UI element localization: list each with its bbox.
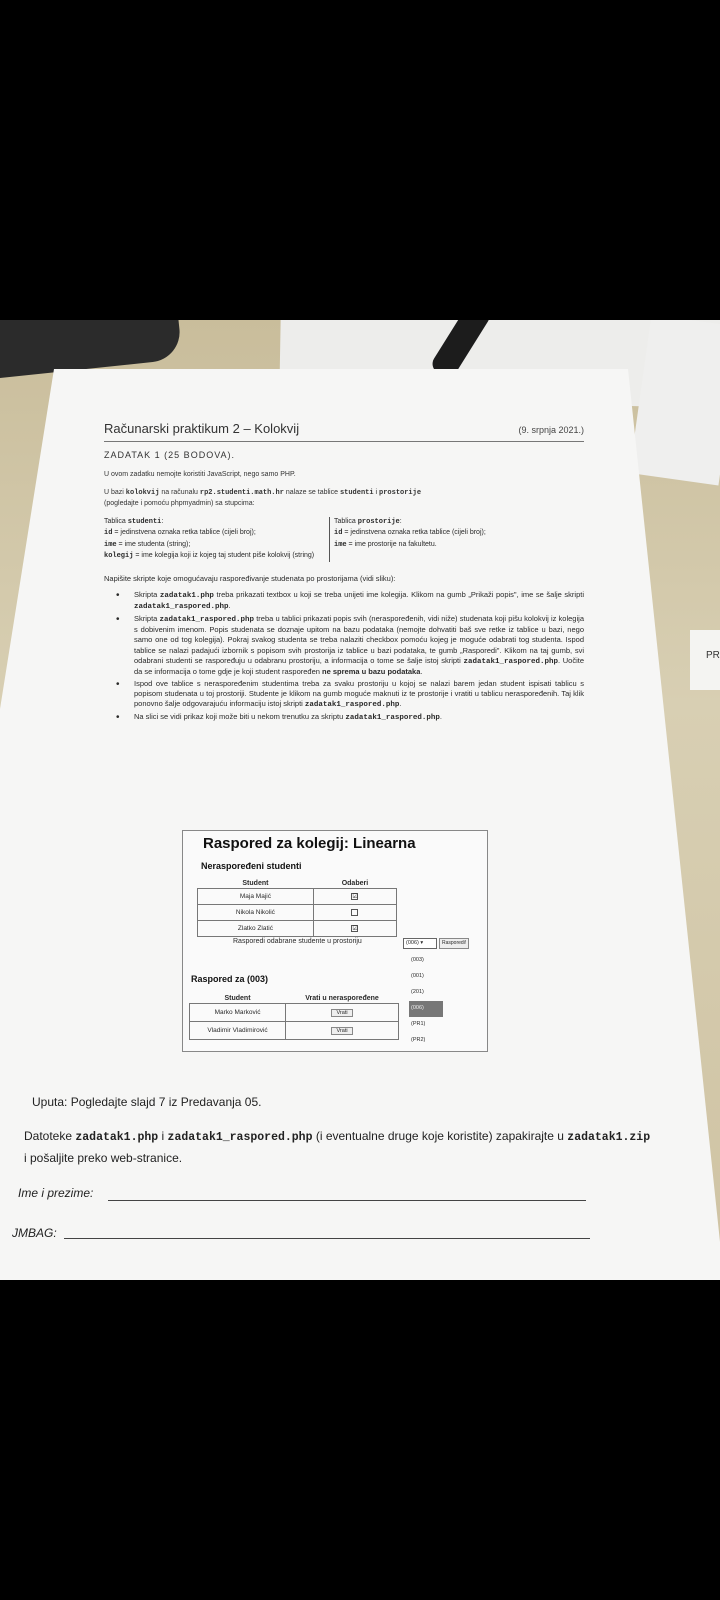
table-row: Vladimir Vladimirović Vrati <box>190 1022 399 1040</box>
db-paragraph: U bazi kolokvij na računalu rp2.studenti.math.hr nalaze se tablice studenti i prostorije (pogledajte i pomoću phpmyadmin) sa stupcima: <box>104 489 422 507</box>
room-option[interactable]: (003) <box>411 957 424 963</box>
assign-label: Rasporedi odabrane studente u prostoriju <box>233 938 362 945</box>
col-return: Vrati u neraspoređene <box>305 995 379 1002</box>
jmbag-label: JMBAG: <box>12 1226 57 1240</box>
assign-button[interactable]: Rasporedi! <box>439 938 469 949</box>
student-checkbox[interactable] <box>351 909 358 916</box>
room-option[interactable]: (001) <box>411 973 424 979</box>
room-table <box>189 994 399 1040</box>
figure-title: Raspored za kolegij: Linearna <box>203 835 416 852</box>
room-option-highlighted[interactable]: (006) <box>409 1001 443 1017</box>
col-student: Student <box>224 995 251 1002</box>
return-button[interactable]: Vrati <box>331 1027 352 1035</box>
note-paragraph: U ovom zadatku nemojte koristiti JavaScript, nego samo PHP. <box>104 470 296 478</box>
room-options <box>409 953 443 1049</box>
table-row: Marko Marković Vrati <box>190 1004 399 1022</box>
room-option[interactable]: (PR2) <box>411 1037 426 1043</box>
col-student: Student <box>242 880 269 887</box>
example-figure <box>182 830 488 1052</box>
name-label: Ime i prezime: <box>18 1186 94 1200</box>
room-heading: Raspored za (003) <box>191 974 269 984</box>
name-line <box>108 1200 586 1201</box>
doc-header <box>104 420 584 442</box>
doc-title: Računarski praktikum 2 – Kolokvij <box>104 421 300 436</box>
col-select: Odaberi <box>341 880 369 887</box>
jmbag-line <box>64 1238 590 1239</box>
exam-document <box>104 420 584 723</box>
student-checkbox[interactable]: ☑ <box>352 893 358 900</box>
list-item: • Na slici se vidi prikaz koji može biti u nekom trenutku za skriptu zadatak1_raspored.php. <box>104 712 584 723</box>
return-button[interactable]: Vrati <box>331 1009 352 1017</box>
room-option[interactable]: (201) <box>411 989 424 995</box>
student-checkbox[interactable]: ☑ <box>352 925 358 932</box>
schema-prostorije: Tablica prostorije: id = jedinstvena oznaka retka tablice (cijeli broj); ime = ime prostorije na fakultetu. <box>329 517 569 562</box>
intro-paragraph: Napišite skripte koje omogućavaju raspoređivanje studenata po prostorijama (vidi sliku): <box>104 573 396 583</box>
chevron-down-icon: ▾ <box>420 940 424 946</box>
task-subtitle: ZADATAK 1 (25 BODOVA). <box>104 449 236 460</box>
side-card: PR <box>690 630 720 690</box>
table-row: Maja Majić ☑ <box>198 889 397 905</box>
submission-paragraph: Datoteke zadatak1.php i zadatak1_raspored.php (i eventualne druge koje koristite) zapakirajte u zadatak1.zip i pošaljite preko web-stranice. <box>24 1129 651 1165</box>
schema-tables <box>104 517 584 562</box>
unassigned-table <box>197 879 397 937</box>
table-row: Nikola Nikolić <box>198 905 397 921</box>
unassigned-heading: Neraspoređeni studenti <box>201 861 302 871</box>
hint-text: Uputa: Pogledajte slajd 7 iz Predavanja 05. <box>32 1095 262 1109</box>
table-row: Zlatko Zlatić ☑ <box>198 921 397 937</box>
list-item: • Skripta zadatak1_raspored.php treba u tablici prikazati popis svih (neraspoređenih, vidi niže) studenata koji pišu kolokvij iz kolegija s dobivenim imenom. Popis studenata se doznaje upitom na bazu podataka (nemojte dohvatiti baš sve retke iz tablice u bazi, nego samo one od tog kolegija). Pokraj svakog studenta se treba nalaziti checkbox pomoću kojeg je moguće odabrati tog studenta. Ispod tablice se nalazi padajući izbornik s popisom svih prostorija iz tablice u bazi podataka, te gumb „Rasporedi". Klikom na taj gumb, svi odabrani studenti se raspoređuju u odabranu prostoriju, a informacija o tome se šalje istoj skripti zadatak1_raspored.php. Uočite da se informacija o tome gdje je koji student raspoređen ne sprema u bazu podataka. <box>104 614 584 677</box>
doc-date: (9. srpnja 2021.) <box>518 425 584 435</box>
schema-studenti: Tablica studenti: id = jedinstvena oznaka retka tablice (cijeli broj); ime = ime studenta (string); kolegij = ime kolegija koji iz kojeg taj student piše kolokvij (string) <box>104 518 315 561</box>
list-item: • Ispod ove tablice s neraspoređenim studentima treba za svaku prostoriju u kojoj se nalazi barem jedan student ispisati tablicu s popisom studenata u toj prostoriji. Studente je klikom na gumb moguće maknuti iz te prostorije i vratiti u tablicu neraspoređenih. Taj klik ponovno šalje odgovarajuću informaciju istoj skripti zadatak1_raspored.php. <box>104 679 584 710</box>
room-select[interactable]: (006) ▾ <box>403 938 437 949</box>
list-item: • Skripta zadatak1.php treba prikazati textbox u koji se treba unijeti ime kolegija. Klikom na gumb „Prikaži popis", ime se šalje skripti zadatak1_raspored.php. <box>104 590 584 612</box>
room-option[interactable]: (PR1) <box>411 1021 426 1027</box>
task-list <box>104 590 584 724</box>
